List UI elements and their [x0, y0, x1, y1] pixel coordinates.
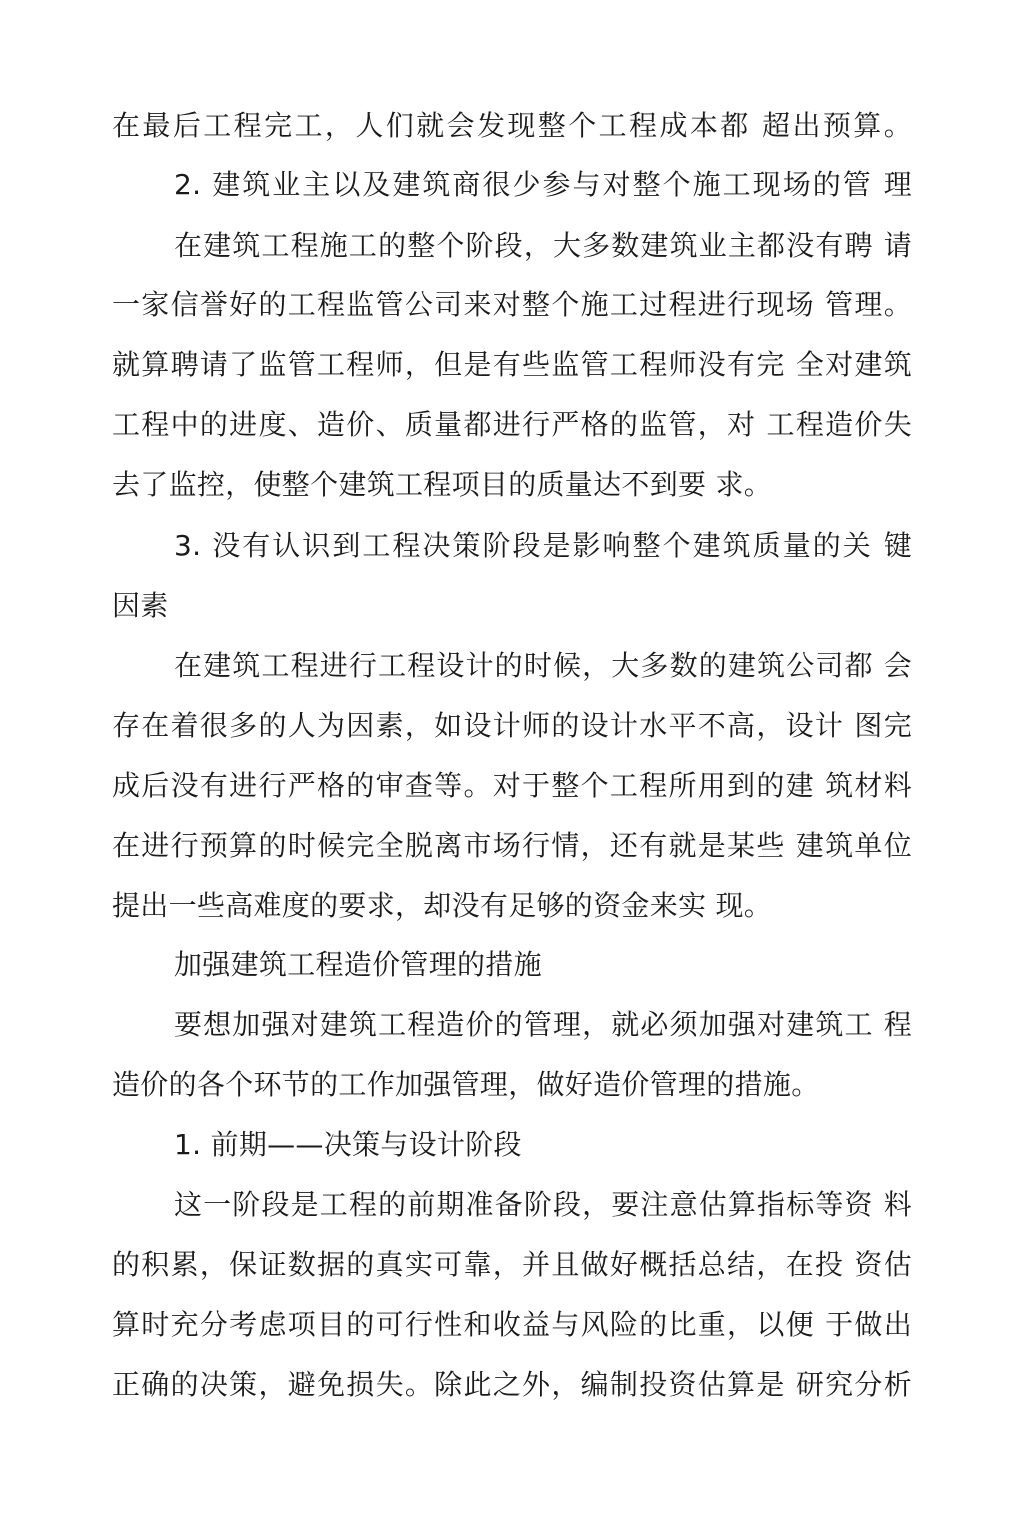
text-line-9: 因素: [112, 589, 169, 622]
section-heading: 加强建筑工程造价管理的措施: [174, 948, 542, 981]
text-line-2: 2. 建筑业主以及建筑商很少参与对整个施工现场的管 理: [174, 168, 912, 201]
text-line-11: 存在着很多的人为因素，如设计师的设计水平不高，设计 图完: [112, 709, 912, 742]
text-line-10: 在建筑工程进行工程设计的时候，大多数的建筑公司都 会: [174, 649, 912, 682]
text-line-3: 在建筑工程施工的整个阶段，大多数建筑业主都没有聘 请: [174, 229, 912, 262]
text-line-5: 就算聘请了监管工程师，但是有些监管工程师没有完 全对建筑: [112, 348, 912, 381]
text-line-1: 在最后工程完工，人们就会发现整个工程成本都 超出预算。: [112, 109, 912, 142]
text-line-17: 造价的各个环节的工作加强管理，做好造价管理的措施。: [112, 1068, 820, 1101]
text-line-4: 一家信誉好的工程监管公司来对整个施工过程进行现场 管理。: [112, 288, 912, 321]
text-line-8: 3. 没有认识到工程决策阶段是影响整个建筑质量的关 键: [174, 529, 912, 562]
text-line-16: 要想加强对建筑工程造价的管理，就必须加强对建筑工 程: [174, 1008, 912, 1041]
text-line-6: 工程中的进度、造价、质量都进行严格的监管，对 工程造价失: [112, 408, 912, 441]
text-line-14: 提出一些高难度的要求，却没有足够的资金来实 现。: [112, 889, 773, 922]
text-line-19: 这一阶段是工程的前期准备阶段，要注意估算指标等资 料: [174, 1188, 912, 1221]
text-line-20: 的积累，保证数据的真实可靠，并且做好概括总结，在投 资估: [112, 1248, 912, 1281]
subsection-heading: 1. 前期——决策与设计阶段: [174, 1128, 522, 1161]
text-line-21: 算时充分考虑项目的可行性和收益与风险的比重，以便 于做出: [112, 1308, 912, 1341]
text-line-13: 在进行预算的时候完全脱离市场行情，还有就是某些 建筑单位: [112, 829, 912, 862]
text-line-22: 正确的决策，避免损失。除此之外，编制投资估算是 研究分析: [112, 1368, 912, 1401]
text-line-12: 成后没有进行严格的审查等。对于整个工程所用到的建 筑材料: [112, 769, 912, 802]
text-line-7: 去了监控，使整个建筑工程项目的质量达不到要 求。: [112, 468, 773, 501]
